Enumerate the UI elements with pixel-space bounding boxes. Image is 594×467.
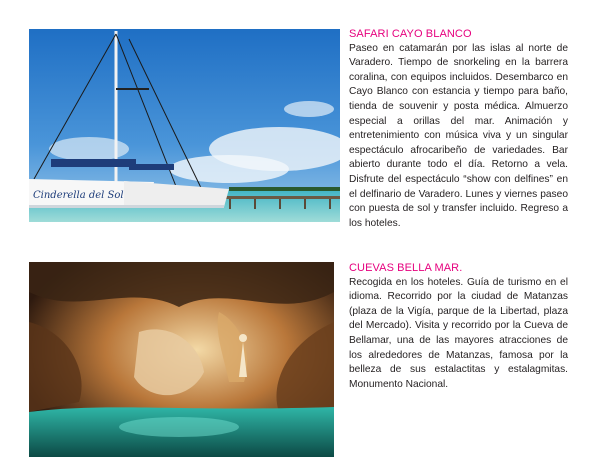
catamaran-photo bbox=[29, 29, 340, 222]
cave-photo bbox=[29, 262, 334, 457]
tour-title: SAFARI CAYO BLANCO bbox=[349, 28, 472, 40]
tour-safari-cayo-blanco bbox=[349, 27, 568, 231]
tour-title: CUEVAS BELLA MAR. bbox=[349, 262, 463, 274]
boat-name-text: Cinderella del Sol bbox=[33, 190, 124, 201]
tour-description: Paseo en catamarán por las islas al norte de Varadero. Tiempo de snorkeling en la barrera coralina, con equipos incluidos. Desembarco en Cayo Blanco con estancia y tiempo para baño, tienda de souvenir y posta médica. Almuerzo especial a orillas del mar. Animación y entretenimiento con música viva y un singular espectáculo afrocaribeño de variedades. Bar abierto durante todo el día. Retorno a vela. Disfrute del espectáculo “show con delfines” en el delfinario de Varadero. Lunes y viernes paseo con puesta de sol y transfer incluido. Regreso a los hoteles. bbox=[349, 42, 568, 229]
tour-description: Recogida en los hoteles. Guía de turismo en el idioma. Recorrido por la ciudad de Matanzas (plaza de la Vigía, parque de la Libertad, plaza del Mercado). Visita y recorrido por la Cueva de Bellamar, una de las mayores atracciones de los alrededores de Matanzas, famosa por la belleza de sus estalactitas y estalagmitas. Monumento Nacional. bbox=[349, 276, 568, 390]
tour-cuevas-bella-mar bbox=[349, 261, 568, 392]
